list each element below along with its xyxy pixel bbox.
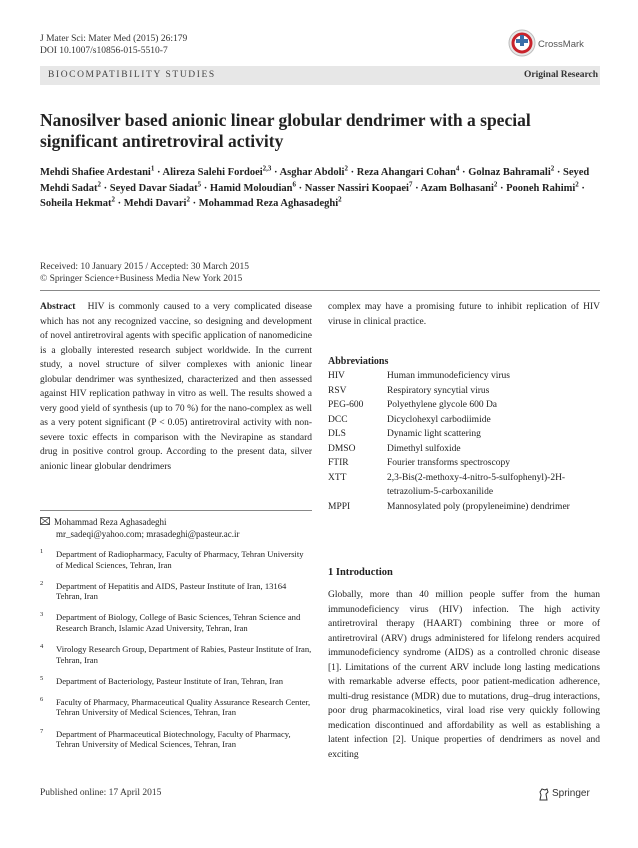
author-affiliation-ref: 1 bbox=[150, 164, 155, 173]
affiliation-number: 4 bbox=[40, 643, 44, 651]
affiliation bbox=[40, 581, 312, 602]
author-name: Nasser Nassiri Koopaei bbox=[304, 182, 409, 194]
abbreviation-row bbox=[328, 398, 600, 413]
corresponding-author: Mohammad Reza Aghasadeghi bbox=[54, 517, 167, 527]
section-bar bbox=[40, 66, 600, 85]
author-affiliation-ref: 2 bbox=[550, 164, 555, 173]
footnote-divider bbox=[40, 510, 312, 511]
abstract-continuation: complex may have a promising future to inhibit replication of HIV viruse in clinical practice. bbox=[328, 302, 600, 327]
springer-horse-icon bbox=[538, 788, 550, 801]
abbreviation-definition: Polyethylene glycole 600 Da bbox=[387, 400, 498, 410]
affiliation bbox=[40, 729, 312, 750]
author-affiliation-ref: 2 bbox=[575, 180, 579, 189]
author-name: Asghar Abdoli bbox=[279, 167, 345, 178]
affiliation-text: Department of Biology, College of Basic Sciences, Tehran Science and Research Branch, Islamic Azad University, Tehran, Iran bbox=[56, 612, 301, 633]
abbreviation-definition: Dynamic light scattering bbox=[387, 429, 481, 439]
abbreviation-definition: 2,3-Bis(2-methoxy-4-nitro-5-sulfophenyl)-2H-tetrazolium-5-carboxanilide bbox=[387, 472, 566, 497]
author-name: Azam Bolhasani bbox=[420, 182, 494, 194]
author-affiliation-ref: 2 bbox=[97, 180, 101, 189]
abbreviation-definition: Respiratory syncytial virus bbox=[387, 385, 490, 396]
author-name: Reza Ahangari Cohan bbox=[356, 167, 456, 178]
abbreviation: XTT bbox=[328, 472, 347, 483]
received-accepted: Received: 10 January 2015 / Accepted: 30 March 2015 bbox=[40, 262, 249, 272]
abbreviation: DMSO bbox=[328, 443, 356, 454]
author-name: Hamid Moloudian bbox=[209, 182, 293, 194]
author-name: Pooneh Rahimi bbox=[506, 182, 576, 194]
crossmark-badge[interactable] bbox=[508, 29, 600, 63]
article-dates bbox=[40, 261, 249, 285]
abbreviation-definition: Mannosylated poly (propyleneimine) dendrimer bbox=[387, 501, 570, 512]
journal-header bbox=[40, 33, 187, 57]
author-affiliation-ref: 6 bbox=[292, 180, 296, 189]
abbreviation: PEG-600 bbox=[328, 400, 364, 410]
author-affiliation-ref: 2 bbox=[344, 164, 348, 173]
abstract-label: Abstract bbox=[40, 302, 76, 312]
affiliation-text: Faculty of Pharmacy, Pharmaceutical Quality Assurance Research Center, Tehran University of Medical Sciences, Tehran, Iran bbox=[56, 696, 311, 718]
author-name: Seyed Davar Siadat bbox=[109, 182, 198, 194]
affiliation bbox=[40, 644, 312, 665]
affiliation bbox=[40, 549, 312, 570]
abbreviation: MPPI bbox=[328, 501, 351, 512]
abbreviation-definition: Dicyclohexyl carbodiimide bbox=[387, 414, 491, 425]
divider bbox=[40, 290, 600, 291]
abbreviation: DLS bbox=[328, 429, 346, 439]
author-name: Golnaz Bahramali bbox=[468, 167, 551, 178]
author-affiliation-ref: 2 bbox=[111, 195, 115, 204]
author-list: Mehdi Shafiee Ardestani$^1$ · Alireza Salehi Fordoei$^{2,3}$ · Asghar Abdoli$^2$ · Reza Ahangari Cohan$^4$ · Golnaz Bahramali$^2$ · Seyed Mehdi Sadat$^2$ · Seyed Davar Siadat$^5$ · Hamid Moloudian$^6$ · Nasser Nassiri Koopaei$^7$ · Azam Bolhasani$^2$ · Pooneh Rahimi$^2$ · Soheila Hekmat$^2$ · Mehdi Davari$^2$ · Mohammad Reza Aghasadeghi$^2$ bbox=[40, 164, 590, 210]
author-affiliation-ref: 2 bbox=[338, 195, 342, 204]
abbreviation-row bbox=[328, 500, 600, 515]
copyright: © Springer Science+Business Media New York 2015 bbox=[40, 274, 243, 284]
author-name: Mehdi Davari bbox=[123, 198, 187, 210]
abbreviation-row bbox=[328, 456, 600, 471]
affiliation-text: Department of Pharmaceutical Biotechnology, Faculty of Pharmacy, Tehran University of Medical Sciences, Tehran, Iran bbox=[56, 728, 291, 750]
affiliation-number: 6 bbox=[40, 695, 44, 703]
abbreviation: RSV bbox=[328, 385, 347, 396]
author-name: Mohammad Reza Aghasadeghi bbox=[198, 198, 339, 210]
author-affiliation-ref: 7 bbox=[408, 180, 413, 189]
affiliation bbox=[40, 676, 312, 687]
affiliation bbox=[40, 612, 312, 633]
publisher-logo bbox=[538, 786, 608, 802]
journal-citation: J Mater Sci: Mater Med (2015) 26:179 bbox=[40, 34, 188, 44]
author-affiliation-ref: 2 bbox=[493, 180, 498, 189]
published-date: Published online: 17 April 2015 bbox=[40, 788, 162, 798]
doi[interactable]: DOI 10.1007/s10856-015-5510-7 bbox=[40, 46, 168, 56]
abstract-text: HIV is commonly caused to a very complicated disease which has not any recognized vaccine, so designing and development of novel antiretroviral agents with specific application of nanomedicine is a globally interested research subject worldwide. In the current study, a novel structure of silver complexes with anionic linear globular dendrimer was synthesized, characterized and then assessed against HIV replication pathway in vitro as well. The results showed a very good yield of synthesis (up to 70 %) for the nano-complex as well as a very potent significant (P < 0.05) antiretroviral activity with non-severe toxic effects in comparison with the Nevirapine as standard drug in positive control group. According to the present data, silver anionic linear globular dendrimers bbox=[40, 302, 313, 472]
section-label: BIOCOMPATIBILITY STUDIES bbox=[48, 70, 216, 80]
affiliation-number: 2 bbox=[40, 579, 44, 587]
affiliation-number: 7 bbox=[40, 727, 44, 735]
abbreviation: FTIR bbox=[328, 458, 349, 468]
affiliation bbox=[40, 697, 312, 718]
affiliation-text: Department of Bacteriology, Pasteur Institute of Iran, Tehran, Iran bbox=[56, 675, 284, 686]
article-title: Nanosilver based anionic linear globular dendrimer with a special significant antiretroviral activity bbox=[40, 110, 531, 151]
author-affiliation-ref: 2 bbox=[186, 195, 190, 204]
publisher-name: Springer bbox=[552, 788, 590, 799]
affiliation-text: Department of Radiopharmacy, Faculty of Pharmacy, Tehran University of Medical Sciences, Tehran, Iran bbox=[56, 549, 304, 570]
correspondence bbox=[40, 517, 312, 541]
crossmark-label: CrossMark bbox=[538, 39, 584, 50]
abbreviation-row bbox=[328, 413, 600, 428]
affiliation-text: Department of Hepatitis and AIDS, Pasteur Institute of Iran, 13164 Tehran, Iran bbox=[56, 580, 287, 602]
abbreviation-row bbox=[328, 384, 600, 399]
abbreviation-row bbox=[328, 427, 600, 442]
author-name: Alireza Salehi Fordoei bbox=[162, 167, 263, 178]
introduction-text: Globally, more than 40 million people suffer from the human immunodeficiency virus (HIV) infection. The high activity antiretroviral therapy (HAART) combining three or more of antiretroviral (ARV) drugs administered for lifelong renders acquired immunodeficiency syndrome (AIDS) as a controlled chronic disease [1]. Limitations of the current ARV include long lasting medications with remarkable adverse effects, poor patient-medication adherence, multi-drug resistance (MDR) due to mutations, drug–drug interactions, poor drug pharmacokinetics, viral load rise very quickly following medication discontinued and affordability as well as establishing a latent infection [2]. Unique properties of dendrimers as novel and exciting bbox=[328, 590, 600, 760]
corresponding-email[interactable]: mr_sadeqi@yahoo.com; mrasadeghi@pasteur.ac.ir bbox=[56, 528, 240, 539]
author-affiliation-ref: 2,3 bbox=[262, 164, 272, 173]
abbreviation-definition: Fourier transforms spectroscopy bbox=[387, 458, 510, 468]
affiliation-number: 3 bbox=[40, 611, 44, 619]
abbreviation-row bbox=[328, 369, 600, 384]
author-name: Seyed Mehdi Sadat bbox=[40, 167, 590, 194]
author-name: Mehdi Shafiee Ardestani bbox=[40, 167, 151, 178]
envelope-icon bbox=[40, 517, 54, 529]
abbreviation-definition: Dimethyl sulfoxide bbox=[387, 443, 461, 454]
affiliation-number: 5 bbox=[40, 674, 44, 682]
affiliation-text: Virology Research Group, Department of Rabies, Pasteur Institute of Iran, Tehran, Iran bbox=[56, 644, 312, 665]
abbreviation-row bbox=[328, 442, 600, 457]
author-affiliation-ref: 4 bbox=[455, 164, 460, 173]
author-affiliation-ref: 5 bbox=[197, 180, 202, 189]
abbreviation-definition: Human immunodeficiency virus bbox=[387, 371, 510, 381]
crossmark-icon bbox=[508, 29, 536, 57]
abbreviation: DCC bbox=[328, 414, 348, 425]
abbreviations-list bbox=[328, 369, 600, 514]
affiliation-number: 1 bbox=[40, 548, 44, 555]
abstract bbox=[40, 300, 312, 474]
affiliation-list bbox=[40, 549, 312, 760]
abbreviation-row bbox=[328, 471, 600, 500]
article-type: Original Research bbox=[524, 70, 598, 80]
introduction-heading: 1 Introduction bbox=[328, 567, 393, 578]
abbreviation: HIV bbox=[328, 371, 345, 381]
author-name: Soheila Hekmat bbox=[40, 198, 112, 210]
abbreviations-heading: Abbreviations bbox=[328, 356, 389, 367]
